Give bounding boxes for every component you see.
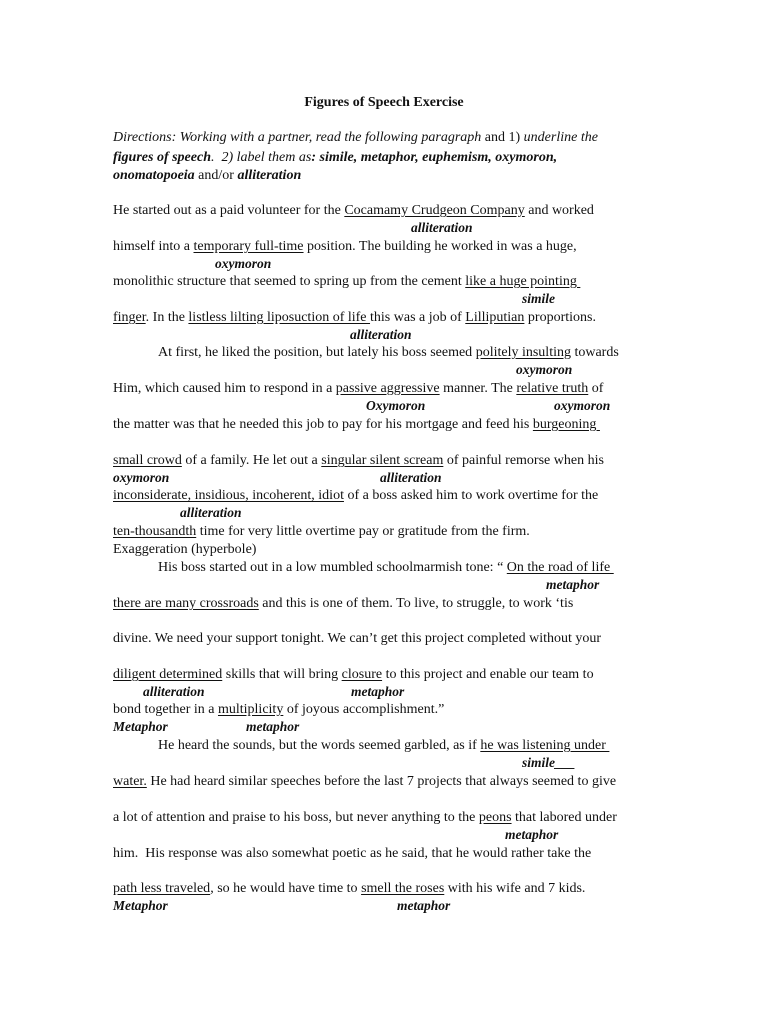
paragraph-line <box>113 701 444 718</box>
label-alliteration: alliteration <box>380 470 442 485</box>
label-simile: simile___ <box>522 755 576 770</box>
text-segment: Exaggeration (hyperbole) <box>113 542 257 557</box>
text-segment: of a family. He let out a <box>181 453 322 468</box>
text-segment: and 1) <box>484 130 524 145</box>
label-alliteration: alliteration <box>411 220 473 235</box>
underlined-figure-of-speech: temporary full-time <box>193 239 304 254</box>
paragraph-line <box>113 452 604 469</box>
text-segment: Directions: Working with a partner, read the following paragraph <box>113 130 485 145</box>
paragraph-line <box>113 666 594 683</box>
text-segment: and worked <box>524 203 594 218</box>
underlined-figure-of-speech: politely insulting <box>475 345 571 360</box>
paragraph-line <box>113 595 573 612</box>
underlined-figure-of-speech: passive aggressive <box>335 381 440 396</box>
paragraph-line <box>158 559 614 576</box>
paragraph-line <box>113 630 601 647</box>
text-segment: monolithic structure that seemed to spring up from the cement <box>113 274 466 289</box>
text-segment: : simile, metaphor, euphemism, oxymoron, <box>311 150 558 165</box>
label-metaphor: metaphor <box>397 898 451 913</box>
underlined-figure-of-speech: like a huge pointing <box>465 274 581 289</box>
text-segment: He started out as a paid volunteer for the <box>113 203 345 218</box>
directions-line-1 <box>113 129 598 146</box>
text-segment: of a boss asked him to work overtime for the <box>343 488 599 503</box>
underlined-figure-of-speech: Cocamamy Crudgeon Company <box>344 203 525 218</box>
label-metaphor: Metaphor <box>113 898 168 913</box>
underlined-figure-of-speech: he was listening under <box>480 738 610 753</box>
label-alliteration: alliteration <box>350 327 412 342</box>
paragraph-line <box>158 344 619 361</box>
underlined-figure-of-speech: diligent determined <box>113 667 223 682</box>
text-segment: position. The building he worked in was a huge, <box>303 239 577 254</box>
text-segment: skills that will bring <box>222 667 342 682</box>
text-segment: towards <box>570 345 619 360</box>
paragraph-line <box>113 809 617 826</box>
label-oxymoron: oxymoron <box>113 470 170 485</box>
paragraph-line <box>158 737 609 754</box>
paragraph-line <box>113 880 585 897</box>
text-segment: onomatopoeia <box>113 168 195 183</box>
directions-line-3 <box>113 167 301 184</box>
label-alliteration: alliteration <box>143 684 205 699</box>
label-metaphor: metaphor <box>505 827 559 842</box>
text-segment: divine. We need your support tonight. We can’t get this project completed without your <box>113 631 602 646</box>
text-segment: At first, he liked the position, but lately his boss seemed <box>158 345 476 360</box>
text-segment: the matter was that he needed this job to pay for his mortgage and feed his <box>113 417 533 432</box>
text-segment: , so he would have time to <box>210 881 362 896</box>
label-oxymoron: oxymoron <box>554 398 611 413</box>
text-segment: time for very little overtime pay or gratitude from the firm. <box>196 524 530 539</box>
underlined-figure-of-speech: inconsiderate, insidious, incoherent, idiot <box>113 488 344 503</box>
text-segment: to this project and enable our team to <box>382 667 594 682</box>
text-segment: He heard the sounds, but the words seemed garbled, as if <box>158 738 481 753</box>
label-alliteration: alliteration <box>180 505 242 520</box>
text-segment: with his wife and 7 kids. <box>444 881 586 896</box>
underlined-figure-of-speech: On the road of life <box>506 560 614 575</box>
text-segment: a lot of attention and praise to his boss, but never anything to the <box>113 810 479 825</box>
text-segment: of <box>588 381 604 396</box>
text-segment: and this is one of them. To live, to struggle, to work ‘tis <box>258 596 574 611</box>
label-metaphor: metaphor <box>246 719 300 734</box>
label-oxymoron: oxymoron <box>516 362 573 377</box>
underlined-figure-of-speech: closure <box>341 667 383 682</box>
underlined-figure-of-speech: there are many crossroads <box>113 596 259 611</box>
text-segment: this was a job of <box>370 310 466 325</box>
text-segment: alliteration <box>237 168 302 183</box>
text-segment: himself into a <box>113 239 194 254</box>
text-segment: label them as <box>236 150 312 165</box>
paragraph-line <box>113 238 577 255</box>
underlined-figure-of-speech: relative truth <box>516 381 589 396</box>
text-segment: Him, which caused him to respond in a <box>113 381 336 396</box>
underlined-figure-of-speech: Lilliputian <box>465 310 525 325</box>
label-oxymoron: oxymoron <box>215 256 272 271</box>
text-segment: He had heard similar speeches before the last 7 projects that always seemed to give <box>146 774 617 789</box>
underlined-figure-of-speech: burgeoning <box>532 417 600 432</box>
label-metaphor: metaphor <box>351 684 405 699</box>
underlined-figure-of-speech: listless lilting liposuction of life <box>188 310 371 325</box>
paragraph-line <box>113 487 598 504</box>
text-segment: of painful remorse when his <box>443 453 604 468</box>
label-metaphor: metaphor <box>546 577 600 592</box>
text-segment: that labored under <box>511 810 617 825</box>
underlined-figure-of-speech: smell the roses <box>361 881 445 896</box>
text-segment: bond together in a <box>113 702 218 717</box>
paragraph-line <box>113 541 256 558</box>
paragraph-line <box>113 845 591 862</box>
label-oxymoron: Oxymoron <box>366 398 426 413</box>
text-segment: proportions. <box>524 310 596 325</box>
underlined-figure-of-speech: multiplicity <box>217 702 284 717</box>
label-metaphor: Metaphor <box>113 719 168 734</box>
label-simile: simile <box>522 291 555 306</box>
paragraph-line <box>113 202 594 219</box>
paragraph-line <box>113 773 616 790</box>
paragraph-line <box>113 273 580 290</box>
text-segment: manner. The <box>439 381 517 396</box>
text-segment: . In the <box>145 310 189 325</box>
text-segment: him. His response was also somewhat poetic as he said, that he would rather take the <box>113 846 592 861</box>
underlined-figure-of-speech: ten-thousandth <box>113 524 197 539</box>
text-segment: underline the <box>523 130 598 145</box>
underlined-figure-of-speech: water. <box>113 774 147 789</box>
paragraph-line <box>113 523 530 540</box>
text-segment: . 2) <box>211 150 237 165</box>
text-segment: His boss started out in a low mumbled schoolmarmish tone: “ <box>158 560 507 575</box>
underlined-figure-of-speech: path less traveled <box>113 881 211 896</box>
paragraph-line <box>113 309 596 326</box>
text-segment: of joyous accomplishment.” <box>283 702 445 717</box>
underlined-figure-of-speech: peons <box>478 810 512 825</box>
text-segment: and/or <box>194 168 238 183</box>
underlined-figure-of-speech: singular silent scream <box>321 453 444 468</box>
underlined-figure-of-speech: finger <box>113 310 146 325</box>
directions-line-2 <box>113 149 557 166</box>
paragraph-line <box>113 416 600 433</box>
page-title: Figures of Speech Exercise <box>304 95 464 110</box>
paragraph-line <box>113 380 603 397</box>
underlined-figure-of-speech: small crowd <box>113 453 182 468</box>
text-segment: figures of speech <box>113 150 211 165</box>
